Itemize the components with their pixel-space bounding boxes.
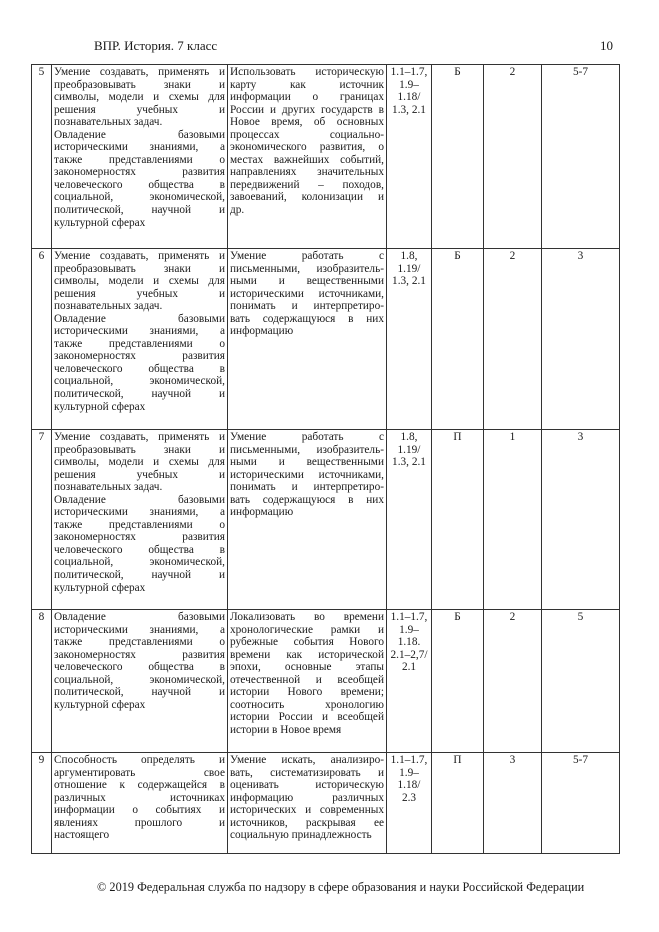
- skill-line: политической, научной и: [54, 686, 225, 699]
- content-line: рубежные события Нового: [230, 636, 384, 649]
- content-line: вать содержащуюся в них: [230, 312, 384, 325]
- skill-line: Умение создавать, применять и: [54, 66, 225, 78]
- skill-line: закономерностях развития: [54, 531, 225, 544]
- content-line: карту как источник: [230, 78, 384, 91]
- code-line: 1.19/: [397, 443, 421, 456]
- content-line: Умение искать, анализиро-: [230, 754, 384, 766]
- codes-cell: [387, 753, 432, 854]
- skill-line: преобразовывать знаки и: [54, 262, 225, 275]
- level: Б: [454, 611, 461, 623]
- max-score-cell: [484, 430, 542, 610]
- content-line: понимать и интерпретиро-: [230, 300, 384, 313]
- table-row: [32, 65, 620, 249]
- content-line: вать содержащуюся в них: [230, 493, 384, 506]
- skill-line: историческими знаниями, а: [54, 506, 225, 519]
- skill-line: историческими знаниями, а: [54, 325, 225, 338]
- code-line: 1.18/: [397, 91, 421, 104]
- content-line: вать, систематизировать и: [230, 766, 384, 779]
- skill-line: человеческого общества в: [54, 178, 225, 191]
- content-line: эпохи, основные этапы: [230, 661, 384, 674]
- level-cell: [432, 249, 484, 430]
- max-score: 2: [509, 250, 516, 262]
- skill-line: преобразовывать знаки и: [54, 78, 225, 91]
- content-line: информацию: [230, 325, 294, 338]
- content-line: Умение работать с: [230, 431, 384, 443]
- time-cell: [542, 753, 620, 854]
- skill-line: Овладение базовыми: [54, 128, 225, 141]
- skill-line: культурной сферах: [54, 698, 146, 711]
- content-line: письменными, изобразитель-: [230, 262, 384, 275]
- skill-line: историческими знаниями, а: [54, 141, 225, 154]
- max-score: 3: [509, 754, 516, 766]
- codes-cell: [387, 65, 432, 249]
- table-row: [32, 430, 620, 610]
- time-cell: [542, 610, 620, 753]
- skill-line: историческими знаниями, а: [54, 623, 225, 636]
- level-cell: [432, 610, 484, 753]
- task-number: 8: [38, 611, 45, 623]
- skill-line: политической, научной и: [54, 569, 225, 582]
- content-line: информации о границах: [230, 91, 384, 104]
- time: 5-7: [572, 66, 589, 78]
- skill-line: познавательных задач.: [54, 116, 163, 129]
- content-line: понимать и интерпретиро-: [230, 481, 384, 494]
- content-cell: [228, 65, 387, 249]
- skill-line: социальной, экономической,: [54, 556, 225, 569]
- content-line: письменными, изобразитель-: [230, 443, 384, 456]
- skill-line: политической, научной и: [54, 204, 225, 217]
- time: 5: [577, 611, 584, 623]
- code-line: 1.1–1.7,: [390, 66, 428, 78]
- task-number-cell: [32, 430, 52, 610]
- skill-line: культурной сферах: [54, 400, 146, 413]
- code-line: 1.3, 2.1: [392, 103, 426, 116]
- skill-line: Овладение базовыми: [54, 611, 225, 623]
- table-row: [32, 610, 620, 753]
- max-score: 2: [509, 611, 516, 623]
- code-line: 1.1–1.7,: [390, 754, 428, 766]
- task-number: 5: [38, 66, 45, 78]
- skill-line: познавательных задач.: [54, 481, 163, 494]
- content-line: экономического развития, о: [230, 141, 384, 154]
- max-score-cell: [484, 610, 542, 753]
- code-line: 2.3: [401, 791, 417, 804]
- content-line: завоеваний, колонизации и: [230, 191, 384, 204]
- skill-line: Умение создавать, применять и: [54, 250, 225, 262]
- time: 3: [577, 250, 584, 262]
- code-line: 1.3, 2.1: [392, 456, 426, 469]
- copyright-footer: © 2019 Федеральная служба по надзору в сфере образования и науки Российской Федерации: [97, 880, 585, 894]
- skill-line: отношение к содержащейся в: [54, 779, 225, 792]
- task-number: 7: [38, 431, 45, 443]
- skill-line: явлениях прошлого и: [54, 816, 225, 829]
- content-cell: [228, 753, 387, 854]
- skill-line: человеческого общества в: [54, 362, 225, 375]
- content-line: истории в Новое время: [230, 723, 342, 736]
- code-line: 1.9–: [399, 623, 419, 636]
- skill-line: также представлениями о: [54, 636, 225, 649]
- skill-line: социальной, экономической,: [54, 191, 225, 204]
- max-score: 2: [509, 66, 516, 78]
- skill-line: социальной, экономической,: [54, 673, 225, 686]
- skill-line: Умение создавать, применять и: [54, 431, 225, 443]
- code-line: 1.18/: [397, 779, 421, 792]
- content-line: передвижений – походов,: [230, 178, 384, 191]
- skill-line: социальной, экономической,: [54, 375, 225, 388]
- skill-line: культурной сферах: [54, 581, 146, 594]
- content-line: местах важнейших событий,: [230, 153, 384, 166]
- skill-cell: [52, 430, 228, 610]
- content-line: истории Нового времени;: [230, 686, 384, 699]
- task-number-cell: [32, 610, 52, 753]
- table-row: [32, 753, 620, 854]
- code-line: 1.8,: [400, 250, 418, 262]
- skill-line: закономерностях развития: [54, 648, 225, 661]
- content-line: соотносить хронологию: [230, 698, 384, 711]
- skill-line: культурной сферах: [54, 216, 146, 229]
- skill-line: настоящего: [54, 829, 110, 842]
- content-line: Умение работать с: [230, 250, 384, 262]
- code-line: 1.9–: [399, 78, 419, 91]
- code-line: 2.1–2,7/: [390, 648, 428, 661]
- skill-line: закономерностях развития: [54, 350, 225, 363]
- content-line: хронологические рамки и: [230, 623, 384, 636]
- code-line: 1.1–1.7,: [390, 611, 428, 623]
- content-line: процессах социально-: [230, 128, 384, 141]
- skill-line: символы, модели и схемы для: [54, 91, 225, 104]
- content-line: информацию различных: [230, 791, 384, 804]
- skill-line: символы, модели и схемы для: [54, 275, 225, 288]
- skill-line: различных источниках: [54, 791, 225, 804]
- skill-line: символы, модели и схемы для: [54, 456, 225, 469]
- skill-line: решения учебных и: [54, 287, 225, 300]
- content-line: ными и вещественными: [230, 275, 384, 288]
- content-line: др.: [230, 204, 245, 217]
- content-line: оценивать историческую: [230, 779, 384, 792]
- content-line: Локализовать во времени: [230, 611, 384, 623]
- skill-line: решения учебных и: [54, 468, 225, 481]
- page-number: 10: [600, 38, 613, 53]
- level: Б: [454, 66, 461, 78]
- max-score-cell: [484, 249, 542, 430]
- code-line: 1.18.: [397, 636, 421, 649]
- skill-line: решения учебных и: [54, 103, 225, 116]
- codes-cell: [387, 610, 432, 753]
- skill-cell: [52, 249, 228, 430]
- content-line: направлениях значительных: [230, 166, 384, 179]
- level-cell: [432, 65, 484, 249]
- task-number-cell: [32, 753, 52, 854]
- content-line: историческими источниками,: [230, 287, 384, 300]
- document-header-title: ВПР. История. 7 класс: [94, 38, 218, 53]
- content-cell: [228, 430, 387, 610]
- time-cell: [542, 430, 620, 610]
- max-score: 1: [509, 431, 516, 443]
- skill-line: Овладение базовыми: [54, 312, 225, 325]
- skill-line: человеческого общества в: [54, 543, 225, 556]
- content-line: информацию: [230, 506, 294, 519]
- code-line: 1.9–: [399, 766, 419, 779]
- skill-line: Способность определять и: [54, 754, 225, 766]
- skill-line: также представлениями о: [54, 518, 225, 531]
- content-line: социальную принадлежность: [230, 829, 372, 842]
- level: Б: [454, 250, 461, 262]
- task-number-cell: [32, 249, 52, 430]
- content-line: источников, раскрывая ее: [230, 816, 384, 829]
- content-cell: [228, 610, 387, 753]
- level: П: [453, 754, 462, 766]
- task-number: 6: [38, 250, 45, 262]
- code-line: 2.1: [401, 661, 417, 674]
- skill-line: также представлениями о: [54, 337, 225, 350]
- specification-table: [31, 64, 620, 854]
- skill-line: познавательных задач.: [54, 300, 163, 313]
- content-line: России и других государств в: [230, 103, 384, 116]
- task-number-cell: [32, 65, 52, 249]
- skill-cell: [52, 65, 228, 249]
- content-line: исторических и современных: [230, 804, 384, 817]
- level-cell: [432, 430, 484, 610]
- skill-line: закономерностях развития: [54, 166, 225, 179]
- content-line: историческими источниками,: [230, 468, 384, 481]
- level: П: [453, 431, 462, 443]
- time: 3: [577, 431, 584, 443]
- content-line: Использовать историческую: [230, 66, 384, 78]
- skill-line: также представлениями о: [54, 153, 225, 166]
- skill-cell: [52, 610, 228, 753]
- content-line: времени как исторической: [230, 648, 384, 661]
- content-line: Новое время, об основных: [230, 116, 384, 129]
- time-cell: [542, 65, 620, 249]
- skill-line: политической, научной и: [54, 388, 225, 401]
- content-line: истории России и всеобщей: [230, 711, 384, 724]
- content-cell: [228, 249, 387, 430]
- skill-line: человеческого общества в: [54, 661, 225, 674]
- content-line: ными и вещественными: [230, 456, 384, 469]
- content-line: отечественной и всеобщей: [230, 673, 384, 686]
- codes-cell: [387, 430, 432, 610]
- level-cell: [432, 753, 484, 854]
- time-cell: [542, 249, 620, 430]
- time: 5-7: [572, 754, 589, 766]
- max-score-cell: [484, 65, 542, 249]
- max-score-cell: [484, 753, 542, 854]
- task-number: 9: [38, 754, 45, 766]
- skill-line: информации о событиях и: [54, 804, 225, 817]
- skill-line: Овладение базовыми: [54, 493, 225, 506]
- table-row: [32, 249, 620, 430]
- code-line: 1.19/: [397, 262, 421, 275]
- codes-cell: [387, 249, 432, 430]
- code-line: 1.8,: [400, 431, 418, 443]
- skill-cell: [52, 753, 228, 854]
- skill-line: преобразовывать знаки и: [54, 443, 225, 456]
- code-line: 1.3, 2.1: [392, 275, 426, 288]
- skill-line: аргументировать свое: [54, 766, 225, 779]
